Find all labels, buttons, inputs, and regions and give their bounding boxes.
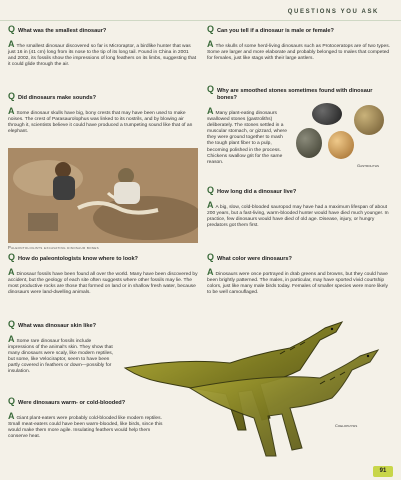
- a-mark: A: [207, 39, 214, 49]
- stone-amber: [328, 131, 354, 159]
- question-text: How long did a dinosaur live?: [217, 189, 297, 195]
- qa-block-male-female: [207, 25, 393, 62]
- q-mark: Q: [8, 252, 16, 262]
- answer-text: The smallest dinosaur discovered so far is Microraptor, a birdlike hunter that was just 16 in (41 cm) long from its nose to the tip of its long tail. Found in China in 2001 and 2002, its fossils show the impressions of long feathers on its limbs, suggesting that it could glide through the air.: [8, 44, 197, 68]
- question-text: Why are smoothed stones sometimes found with dinosaur bones?: [217, 88, 373, 101]
- a-mark: A: [207, 106, 214, 116]
- coelophysis-illustration: [120, 318, 395, 463]
- stone-grey: [296, 128, 322, 158]
- answer-text: The skulls of some herd-living dinosaurs such as Protoceratops are of two types. Some are larger and more elaborate and probably belonged to males that competed for females, just like stags with their large antlers.: [207, 44, 391, 62]
- a-mark: A: [8, 334, 15, 344]
- qa-block-stones: [207, 84, 373, 166]
- q-mark: Q: [8, 91, 16, 101]
- qa-block-color: [207, 253, 393, 296]
- answer-text: Some dinosaur skulls have big, bony crests that may have been used to make noises. The crest of Parasaurolophus was linked to its nostrils, and by blowing air through it, scientists believe it could have produced a trumpeting sound like that of an elephant.: [8, 111, 193, 135]
- q-mark: Q: [8, 396, 16, 406]
- page-header: [0, 0, 401, 21]
- a-mark: A: [8, 106, 15, 116]
- a-mark: A: [8, 267, 15, 277]
- question-text: How do paleontologists know where to look?: [18, 256, 138, 262]
- dino-caption: Coelophysis: [335, 423, 358, 428]
- a-mark: A: [207, 267, 214, 277]
- question-text: Were dinosaurs warm- or cold-blooded?: [18, 400, 126, 406]
- a-mark: A: [207, 200, 214, 210]
- q-mark: Q: [8, 319, 16, 329]
- page-number: 91: [373, 466, 393, 477]
- section-title: QUESTIONS YOU ASK: [287, 9, 379, 15]
- stone-dark: [312, 103, 342, 125]
- q-mark: Q: [207, 84, 215, 94]
- question-text: Did dinosaurs make sounds?: [18, 95, 97, 101]
- qa-block-skin: [8, 320, 116, 376]
- qa-block-smallest: [8, 25, 198, 68]
- a-mark: A: [8, 411, 15, 421]
- excavation-photo: [8, 148, 198, 243]
- question-text: What was the smallest dinosaur?: [18, 28, 107, 34]
- qa-block-paleontologists: [8, 253, 198, 296]
- a-mark: A: [8, 39, 15, 49]
- qa-block-sounds: [8, 92, 198, 135]
- answer-text: A big, slow, cold-blooded sauropod may have had a maximum lifespan of about 200 years, but a fast-living, warm-blooded hunter would have died much younger. In practice, few dinosaurs would have died of old age. Disease, injury, or hungry predators got them first.: [207, 205, 389, 229]
- q-mark: Q: [8, 24, 16, 34]
- answer-text: Giant plant-eaters were probably cold-blooded like modern reptiles. Small meat-eaters could have been warm-blooded, like birds, since this would make them more agile. Insulating feathers would help them conserve heat.: [8, 416, 163, 440]
- stone-tan: [354, 105, 384, 135]
- q-mark: Q: [207, 24, 215, 34]
- question-text: What was dinosaur skin like?: [18, 323, 97, 329]
- stones-caption: Gastroliths: [357, 163, 379, 168]
- question-text: Can you tell if a dinosaur is male or female?: [217, 28, 334, 34]
- answer-text: Many plant-eating dinosaurs swallowed stones (gastroliths) deliberately. The stones settled in a muscular stomach, or gizzard, where they were ground together to mash the tough plant fiber to a pulp, becoming polished in the process. Chickens swallow grit for the same reason.: [207, 111, 287, 165]
- answer-text: Dinosaurs were once portrayed in drab greens and browns, but they could have been brightly patterned. The males, in particular, may have sported vivid courtship colors, just like many male birds today. Females of smaller species were more likely to be well camouflaged.: [207, 272, 388, 296]
- q-mark: Q: [207, 185, 215, 195]
- excavation-illustration: [8, 148, 198, 243]
- answer-text: Some rare dinosaur fossils include impressions of the animal's skin. They show that many dinosaurs were scaly, like modern reptiles, but some, like Velociraptor, seem to have been partly covered in feathers or down—possibly for insulation.: [8, 339, 114, 375]
- answer-text: Dinosaur fossils have been found all over the world. Many have been discovered by accident, but the geology of each site often suggests where other fossils may lie. The most productive rocks are those that formed on land or in shallow fresh water, because dinosaurs were land-dwelling animals.: [8, 272, 198, 296]
- photo-caption: Paleontologists excavating dinosaur bones: [8, 245, 99, 250]
- q-mark: Q: [207, 252, 215, 262]
- question-text: What color were dinosaurs?: [217, 256, 292, 262]
- qa-block-lifespan: [207, 186, 393, 229]
